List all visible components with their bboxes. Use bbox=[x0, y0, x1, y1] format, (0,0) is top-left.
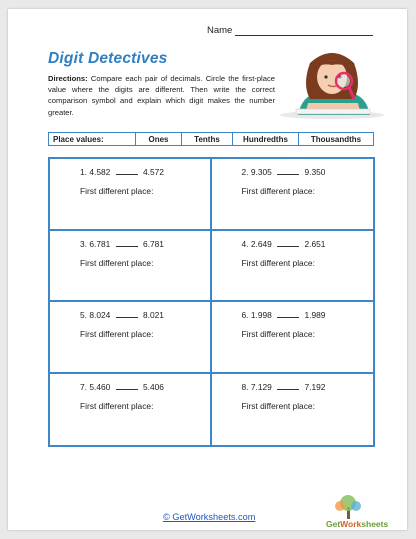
place-value-hundredths: Hundredths bbox=[232, 133, 298, 145]
problem-number: 5. bbox=[80, 310, 87, 320]
name-label: Name bbox=[207, 25, 233, 36]
decimal-b: 2.651 bbox=[304, 238, 326, 249]
logo-text-get: Get bbox=[326, 519, 341, 529]
problem-cell-3 bbox=[50, 231, 212, 303]
directions-text bbox=[48, 73, 275, 118]
problem-cell-1 bbox=[50, 159, 212, 231]
first-different-place-prompt: First different place: bbox=[80, 329, 154, 339]
place-value-tenths: Tenths bbox=[181, 133, 232, 145]
problem-cell-2 bbox=[212, 159, 374, 231]
place-values-table bbox=[48, 132, 374, 146]
first-different-place-prompt: First different place: bbox=[241, 257, 315, 268]
problem-number: 4. bbox=[241, 238, 249, 249]
decimal-a: 5.460 bbox=[89, 381, 111, 392]
comparison-blank[interactable] bbox=[116, 167, 138, 175]
problem-cell-7 bbox=[50, 374, 212, 446]
place-value-ones: Ones bbox=[135, 133, 181, 145]
comparison-blank[interactable] bbox=[116, 239, 138, 247]
problem-comparison bbox=[212, 239, 374, 249]
decimal-a: 7.129 bbox=[250, 381, 272, 392]
logo-wordmark bbox=[326, 519, 388, 529]
problem-number: 6. bbox=[241, 310, 249, 320]
first-different-place-prompt: First different place: bbox=[80, 257, 154, 268]
comparison-blank[interactable] bbox=[277, 382, 299, 390]
comparison-blank[interactable] bbox=[277, 239, 299, 247]
logo-text-sheets: sheets bbox=[361, 519, 389, 529]
girl-with-magnifier-illustration bbox=[278, 45, 386, 119]
problem-comparison bbox=[50, 382, 210, 392]
decimal-a: 9.305 bbox=[250, 167, 272, 177]
decimal-b: 9.350 bbox=[304, 167, 326, 177]
directions-lead: Directions: bbox=[48, 74, 88, 83]
decimal-a: 2.649 bbox=[250, 238, 272, 249]
name-blank-line bbox=[235, 26, 373, 36]
problem-comparison bbox=[212, 310, 374, 320]
decimal-a: 4.582 bbox=[89, 167, 111, 177]
copyright-link[interactable]: © GetWorksheets.com bbox=[163, 512, 256, 522]
decimal-a: 6.781 bbox=[89, 238, 111, 249]
problem-comparison bbox=[50, 310, 210, 320]
decimal-b: 5.406 bbox=[142, 381, 164, 392]
problem-cell-8 bbox=[212, 374, 374, 446]
problem-number: 3. bbox=[80, 238, 87, 249]
problem-cell-5 bbox=[50, 302, 212, 374]
problem-comparison bbox=[212, 382, 374, 392]
problem-comparison bbox=[50, 239, 210, 249]
decimal-a: 1.998 bbox=[250, 310, 272, 320]
first-different-place-prompt: First different place: bbox=[80, 186, 154, 196]
first-different-place-prompt: First different place: bbox=[241, 186, 315, 196]
comparison-blank[interactable] bbox=[116, 310, 138, 318]
logo-text-work: Work bbox=[340, 519, 362, 529]
problem-number: 8. bbox=[241, 381, 249, 392]
problem-number: 7. bbox=[80, 381, 87, 392]
problem-grid bbox=[48, 157, 375, 447]
worksheet-title: Digit Detectives bbox=[48, 50, 168, 67]
first-different-place-prompt: First different place: bbox=[241, 400, 315, 411]
problem-cell-4 bbox=[212, 231, 374, 303]
decimal-b: 8.021 bbox=[142, 310, 164, 320]
decimal-b: 6.781 bbox=[142, 238, 164, 249]
directions-body: Compare each pair of decimals. Circle the first-place value where the digits are different. Then write the correct comparison symbol and explain which digit makes the number greater. bbox=[48, 74, 275, 117]
comparison-blank[interactable] bbox=[277, 167, 299, 175]
problem-comparison bbox=[50, 167, 210, 177]
decimal-a: 8.024 bbox=[89, 310, 111, 320]
problem-number: 2. bbox=[241, 167, 249, 177]
problem-cell-6 bbox=[212, 302, 374, 374]
problem-number: 1. bbox=[80, 167, 87, 177]
comparison-blank[interactable] bbox=[277, 310, 299, 318]
comparison-blank[interactable] bbox=[116, 382, 138, 390]
problem-comparison bbox=[212, 167, 374, 177]
decimal-b: 1.989 bbox=[304, 310, 326, 320]
worksheet-page bbox=[8, 9, 407, 530]
first-different-place-prompt: First different place: bbox=[80, 400, 154, 411]
first-different-place-prompt: First different place: bbox=[241, 329, 315, 339]
place-values-header: Place values: bbox=[53, 134, 104, 144]
decimal-b: 7.192 bbox=[304, 381, 326, 392]
place-value-thousandths: Thousandths bbox=[298, 133, 373, 145]
decimal-b: 4.572 bbox=[142, 167, 164, 177]
name-field-row bbox=[207, 25, 373, 36]
